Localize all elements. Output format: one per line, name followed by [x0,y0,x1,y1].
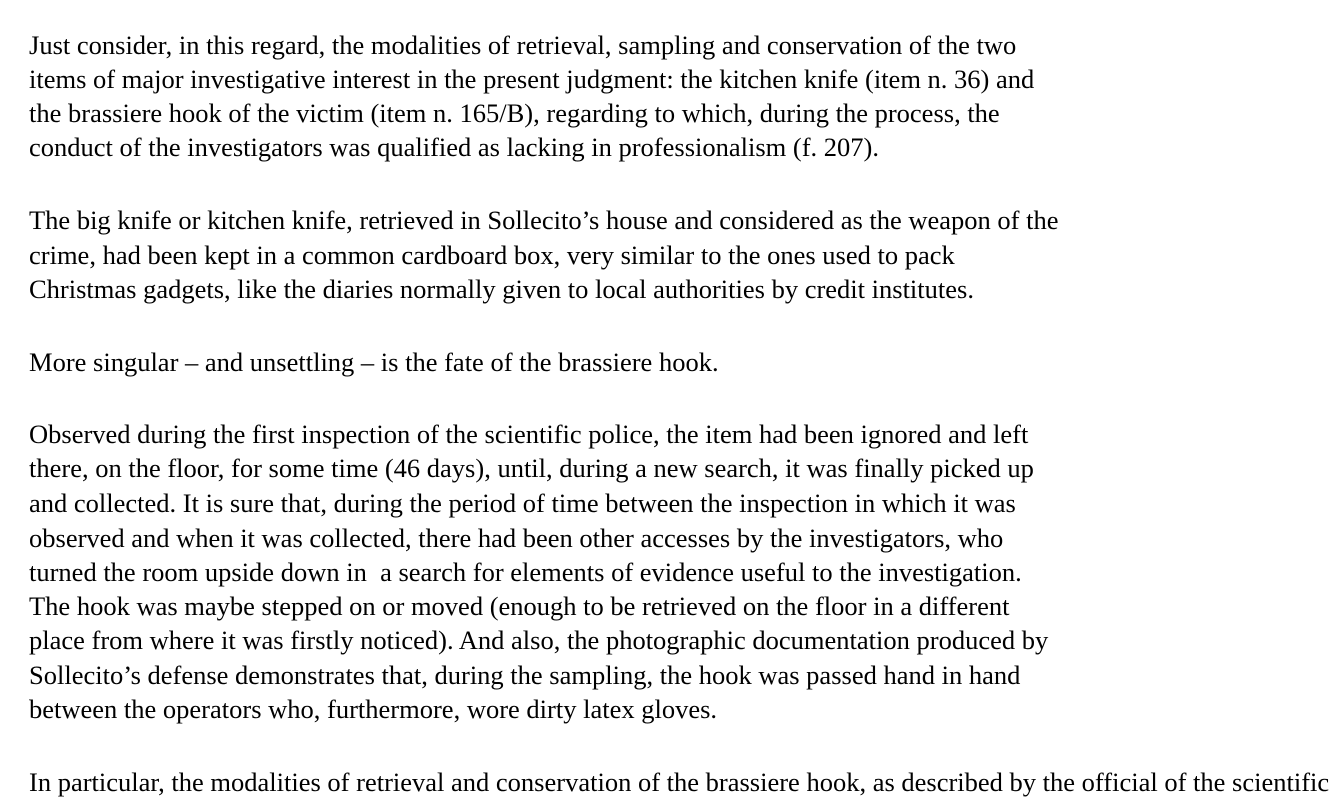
paragraph-1-line-1: Just consider, in this regard, the modalities of retrieval, sampling and conservation of the two [29,30,1017,60]
paragraph-1-line-3: the brassiere hook of the victim (item n. 165/B), regarding to which, during the process, the [29,98,1000,128]
paragraph-2-line-1: The big knife or kitchen knife, retrieved in Sollecito’s house and considered as the weapon of the [29,205,1059,235]
paragraph-4-line-1: Observed during the first inspection of the scientific police, the item had been ignored and left [29,419,1029,449]
paragraph-4-line-3: and collected. It is sure that, during the period of time between the inspection in which it was [29,488,1016,518]
document-page [29,0,1329,797]
paragraph-4-line-5: turned the room upside down in a search for elements of evidence useful to the investigation. [29,557,1022,587]
paragraph-1-line-4: conduct of the investigators was qualified as lacking in professionalism (f. 207). [29,132,880,162]
paragraph-2-line-2: crime, had been kept in a common cardboard box, very similar to the ones used to pack [29,240,955,270]
paragraph-3-line-1: More singular – and unsettling – is the fate of the brassiere hook. [29,347,719,377]
paragraph-4-line-7: place from where it was firstly noticed). And also, the photographic documentation produced by [29,625,1049,655]
paragraph-4-line-8: Sollecito’s defense demonstrates that, during the sampling, the hook was passed hand in hand [29,660,1021,690]
paragraph-4-line-4: observed and when it was collected, there had been other accesses by the investigators, who [29,523,1004,553]
paragraph-1-line-2: items of major investigative interest in the present judgment: the kitchen knife (item n. 36) and [29,64,1035,94]
paragraph-4-line-6: The hook was maybe stepped on or moved (enough to be retrieved on the floor in a different [29,591,1010,621]
paragraph-4-line-2: there, on the floor, for some time (46 days), until, during a new search, it was finally picked up [29,453,1034,483]
paragraph-2-line-3: Christmas gadgets, like the diaries normally given to local authorities by credit institutes. [29,274,974,304]
paragraph-5-line-1: In particular, the modalities of retrieval and conservation of the brassiere hook, as described by the official of the scientific [29,767,1329,797]
paragraph-4-line-9: between the operators who, furthermore, wore dirty latex gloves. [29,694,718,724]
